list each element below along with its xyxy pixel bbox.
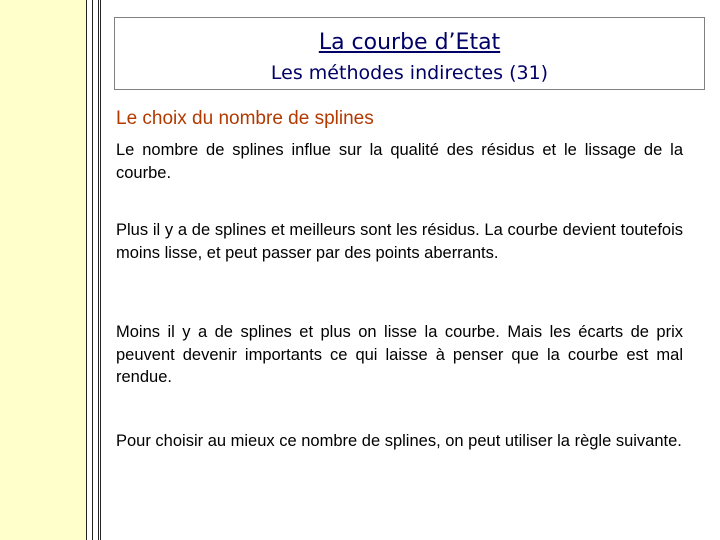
body-paragraph: Moins il y a de splines et plus on lisse la courbe. Mais les écarts de prix peuvent devenir importants ce qui laisse à penser que la courbe est mal rendue. — [116, 323, 683, 386]
section-heading: Le choix du nombre de splines — [116, 108, 374, 129]
body-paragraph: Plus il y a de splines et meilleurs sont les résidus. La courbe devient toutefois moins lisse, et peut passer par des points aberrants. — [116, 221, 683, 262]
margin-rule — [98, 0, 99, 540]
body-paragraph: Le nombre de splines influe sur la qualité des résidus et le lissage de la courbe. — [116, 141, 683, 182]
left-margin-band — [0, 0, 86, 540]
margin-rule — [86, 0, 87, 540]
slide-subtitle: Les méthodes indirectes (31) — [270, 62, 549, 84]
margin-rule — [100, 0, 101, 540]
slide-title: La courbe d’Etat — [318, 30, 501, 55]
slide-title-box — [114, 17, 705, 90]
margin-rule — [92, 0, 93, 540]
body-paragraph: Pour choisir au mieux ce nombre de splines, on peut utiliser la règle suivante. — [116, 432, 682, 450]
